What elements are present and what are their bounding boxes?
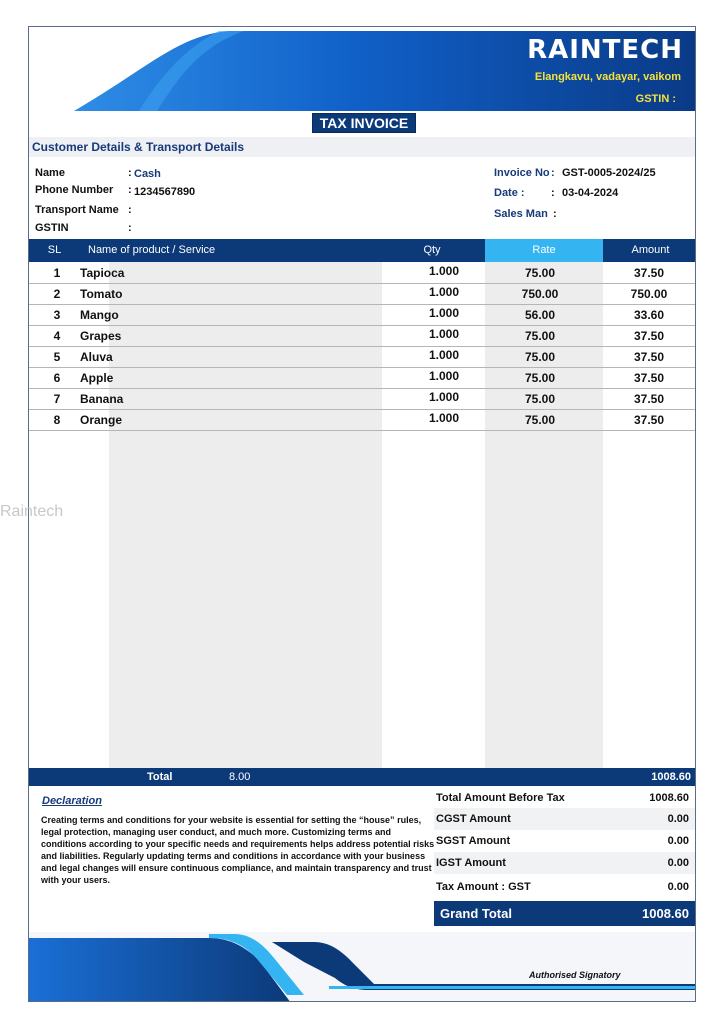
row-amount: 37.50 xyxy=(633,392,665,406)
row-rate: 75.00 xyxy=(524,371,556,385)
summary-label: Tax Amount : GST xyxy=(436,881,531,893)
customer-gstin-label: GSTIN xyxy=(35,222,69,234)
row-sl: 4 xyxy=(53,329,61,343)
company-gstin xyxy=(636,93,679,105)
colon: : xyxy=(128,222,132,234)
invoice-sheet xyxy=(28,26,696,1002)
watermark: Raintech xyxy=(0,503,64,520)
summary-row xyxy=(434,808,695,830)
row-rate: 75.00 xyxy=(524,392,556,406)
customer-name-value: Cash xyxy=(134,168,161,180)
customer-section-title: Customer Details & Transport Details xyxy=(29,137,696,157)
authorised-signatory: Authorised Signatory xyxy=(529,970,621,980)
header-product: Name of product / Service xyxy=(88,244,216,256)
summary-label: Total Amount Before Tax xyxy=(436,792,565,804)
row-sl: 8 xyxy=(53,413,61,427)
items-table-header xyxy=(29,239,696,262)
totals-bar xyxy=(29,768,696,786)
phone-value: 1234567890 xyxy=(134,186,196,198)
total-amount: 1008.60 xyxy=(651,771,691,783)
phone-label: Phone Number xyxy=(35,184,114,196)
row-amount: 37.50 xyxy=(633,266,665,280)
row-qty: 1.000 xyxy=(428,306,459,320)
row-qty: 1.000 xyxy=(428,348,459,362)
declaration-text: Creating terms and conditions for your website is essential for setting the “house” rules, legal protection, managing user conduct, and much more. Customizing terms and conditions according to your specific needs and requirements helps address potential risks and liabilities. Regularly updating terms and conditions in accordance with your business and legal changes will ensure continuous compliance, and maintain transparency and trust with your users. xyxy=(41,815,435,885)
customer-name-label: Name xyxy=(35,167,65,179)
summary-value: 0.00 xyxy=(667,813,689,825)
row-sl: 5 xyxy=(53,350,61,364)
row-rate: 75.00 xyxy=(524,329,556,343)
row-amount: 33.60 xyxy=(633,308,665,322)
header-sl: SL xyxy=(47,244,62,256)
row-qty: 1.000 xyxy=(428,327,459,341)
table-row xyxy=(29,284,696,305)
row-amount: 37.50 xyxy=(633,350,665,364)
header-rate: Rate xyxy=(485,239,603,262)
invoice-date-value: 03-04-2024 xyxy=(562,187,619,199)
row-sl: 2 xyxy=(53,287,61,301)
row-product: Mango xyxy=(80,308,119,322)
row-sl: 1 xyxy=(53,266,61,280)
grand-total-bar xyxy=(434,901,695,926)
summary-label: SGST Amount xyxy=(436,835,511,847)
document-title: TAX INVOICE xyxy=(312,113,416,133)
table-row xyxy=(29,305,696,326)
declaration-title: Declaration xyxy=(42,795,102,807)
row-qty: 1.000 xyxy=(428,390,459,404)
invoice-date-label: Date : xyxy=(494,187,525,199)
row-qty: 1.000 xyxy=(428,411,459,425)
row-rate: 75.00 xyxy=(524,413,556,427)
row-qty: 1.000 xyxy=(428,369,459,383)
row-sl: 6 xyxy=(53,371,61,385)
colon: : xyxy=(553,208,557,220)
summary-value: 0.00 xyxy=(667,857,689,869)
table-row xyxy=(29,410,696,431)
row-product: Orange xyxy=(80,413,123,427)
row-product: Aluva xyxy=(80,350,113,364)
row-product: Apple xyxy=(80,371,114,385)
summary-value: 0.00 xyxy=(667,835,689,847)
company-address: Elangkavu, vadayar, vaikom xyxy=(534,71,681,83)
colon: : xyxy=(128,167,132,179)
header-qty: Qty xyxy=(423,244,441,256)
row-qty: 1.000 xyxy=(428,285,459,299)
row-rate: 56.00 xyxy=(524,308,556,322)
colon: : xyxy=(551,187,555,199)
table-row xyxy=(29,263,696,284)
row-amount: 37.50 xyxy=(633,371,665,385)
salesman-label: Sales Man xyxy=(494,208,548,220)
table-row xyxy=(29,368,696,389)
table-row xyxy=(29,389,696,410)
row-rate: 75.00 xyxy=(524,266,556,280)
summary-row xyxy=(434,830,695,852)
row-amount: 37.50 xyxy=(633,413,665,427)
row-product: Banana xyxy=(80,392,124,406)
row-qty: 1.000 xyxy=(428,264,459,278)
grand-total-value: 1008.60 xyxy=(642,906,689,921)
row-rate: 75.00 xyxy=(524,350,556,364)
company-gstin-label: GSTIN : xyxy=(635,93,676,105)
total-qty: 8.00 xyxy=(229,771,251,783)
row-amount: 750.00 xyxy=(630,287,668,301)
summary-value: 0.00 xyxy=(667,881,689,893)
header-amount: Amount xyxy=(631,244,670,256)
summary-label: IGST Amount xyxy=(436,857,506,869)
invoice-no-label: Invoice No xyxy=(494,167,550,179)
grand-total-label: Grand Total xyxy=(440,906,512,921)
table-row xyxy=(29,347,696,368)
summary-row xyxy=(434,852,695,874)
summary-row xyxy=(434,876,695,898)
colon: : xyxy=(551,167,555,179)
summary-row xyxy=(434,787,695,809)
colon: : xyxy=(128,204,132,216)
row-amount: 37.50 xyxy=(633,329,665,343)
row-sl: 3 xyxy=(53,308,61,322)
summary-label: CGST Amount xyxy=(436,813,511,825)
row-product: Grapes xyxy=(80,329,122,343)
footer-band xyxy=(29,932,696,1002)
total-label: Total xyxy=(147,771,173,783)
transport-label: Transport Name xyxy=(35,204,119,216)
row-rate: 750.00 xyxy=(521,287,559,301)
row-sl: 7 xyxy=(53,392,61,406)
table-row xyxy=(29,326,696,347)
summary-value: 1008.60 xyxy=(649,792,689,804)
invoice-no-value: GST-0005-2024/25 xyxy=(562,167,656,179)
company-name: RAINTECH xyxy=(527,35,683,65)
row-product: Tomato xyxy=(80,287,123,301)
colon: : xyxy=(128,184,132,196)
row-product: Tapioca xyxy=(80,266,125,280)
